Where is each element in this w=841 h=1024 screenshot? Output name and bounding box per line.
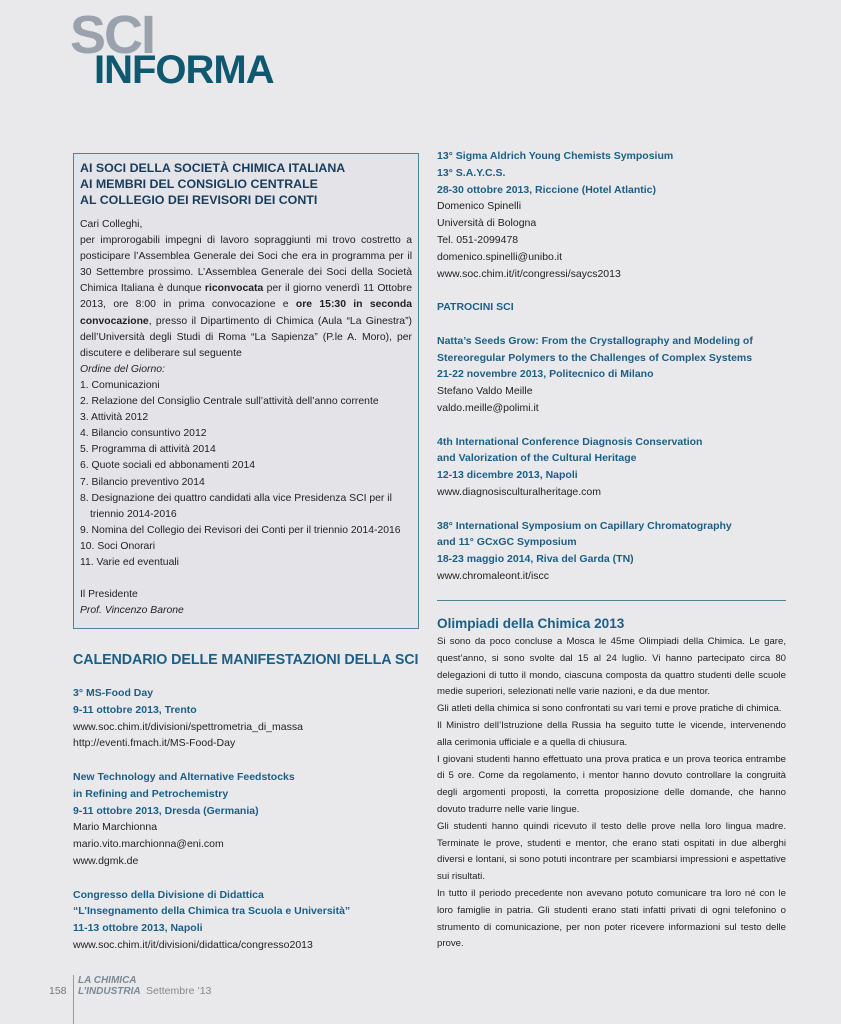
calendar-event	[73, 769, 423, 870]
olimpiadi-paragraph: Gli atleti della chimica si sono confrontati su vari temi e prove pratiche di chimica.	[437, 703, 782, 715]
page-number: 158	[49, 985, 67, 997]
masthead-sci: SCI	[70, 5, 155, 65]
notice-greeting: Cari Colleghi,	[80, 219, 143, 230]
calendar-event	[73, 685, 423, 752]
event-headline: 21-22 novembre 2013, Politecnico di Milano	[437, 368, 654, 381]
notice-box	[73, 153, 419, 629]
olimpiadi-paragraph: I giovani studenti hanno effettuato una prova pratica e un prova teorica entrambe di 5 ore. Come da regolamento, i mentor hanno dovuto controllare la congruità degli argomenti proposti, la corretta proposizione delle domande, che hanno dovuto tradurre nelle varie lingue.	[437, 753, 786, 815]
calendar-right-column	[437, 148, 797, 602]
calendar-title: CALENDARIO DELLE MANIFESTAZIONI DELLA SCI	[73, 652, 419, 668]
calendar-event	[437, 518, 797, 585]
calendar-event	[437, 434, 797, 501]
event-link[interactable]: www.soc.chim.it/it/congressi/saycs2013	[437, 267, 621, 280]
event-headline: New Technology and Alternative Feedstocks	[73, 770, 295, 783]
agenda-item: 9. Nomina del Collegio dei Revisori dei Conti per il triennio 2014-2016	[80, 524, 401, 536]
event-headline: 18-23 maggio 2014, Riva del Garda (TN)	[437, 553, 634, 566]
footer-divider	[73, 975, 74, 1024]
event-link[interactable]: www.dgmk.de	[73, 854, 139, 867]
agenda-item: 1. Comunicazioni	[80, 379, 160, 391]
masthead-informa: INFORMA	[94, 48, 274, 92]
event-headline: 9-11 ottobre 2013, Trento	[73, 703, 197, 716]
agenda-item: triennio 2014-2016	[90, 508, 177, 520]
event-headline: 12-13 dicembre 2013, Napoli	[437, 469, 578, 482]
olimpiadi-paragraph: In tutto il periodo precedente non avevano potuto comunicare tra loro né con le loro famiglie in patria. Gli studenti erano stati infatti privati di ogni telefonino o strumento di comunicazione, per non poter ricevere informazioni sul testo delle prove.	[437, 887, 786, 950]
calendar-event	[437, 299, 797, 316]
event-link[interactable]: www.soc.chim.it/divisioni/spettrometria_di_massa	[73, 720, 303, 733]
agenda-item: 8. Designazione dei quattro candidati alla vice Presidenza SCI per il	[80, 492, 392, 504]
event-headline: Stereoregular Polymers to the Challenges of Complex Systems	[437, 351, 753, 364]
calendar-event	[73, 887, 423, 954]
event-headline: and Valorization of the Cultural Heritage	[437, 452, 637, 465]
event-headline: 11-13 ottobre 2013, Napoli	[73, 922, 203, 935]
event-headline: in Refining and Petrochemistry	[73, 787, 229, 800]
signature-name: Prof. Vincenzo Barone	[80, 605, 184, 617]
masthead	[70, 5, 370, 92]
event-headline: 38° International Symposium on Capillary Chromatography	[437, 519, 732, 532]
event-link[interactable]: mario.vito.marchionna@eni.com	[73, 838, 224, 851]
event-info: Stefano Valdo Meille	[437, 385, 533, 398]
notice-paragraph	[80, 233, 412, 362]
event-headline: 28-30 ottobre 2013, Riccione (Hotel Atlantic)	[437, 183, 656, 196]
event-link[interactable]: domenico.spinelli@unibo.it	[437, 250, 563, 263]
agenda-item: 3. Attività 2012	[80, 412, 149, 424]
event-info: Mario Marchionna	[73, 821, 158, 834]
event-headline: 3° MS-Food Day	[73, 687, 154, 699]
olimpiadi-paragraph: Si sono da poco concluse a Mosca le 45me Olimpiadi della Chimica. Le gare, quest’anno, si sono svolte dal 15 al 24 luglio. Vi hanno partecipato circa 80 delegazioni di tutto il mondo, ciascuna composta da quattro studenti delle scuole medie superiori, selezionati nelle varie nazioni, e da due mentor.	[437, 636, 786, 698]
event-headline: 4th International Conference Diagnosis Conservation	[437, 435, 703, 448]
agenda-item: 10. Soci Onorari	[80, 540, 156, 552]
page-footer	[0, 975, 841, 1005]
olimpiadi-paragraph: Gli studenti hanno quindi ricevuto il testo delle prove nella loro lingua madre. Terminate le prove, studenti e mentor, che erano stati ospitati in due alberghi diversi e lontani, si sono potuti incontrare per scambiarsi impressioni e aspettative sui risultati.	[437, 820, 786, 883]
notice-text: per improrogabili impegni di lavoro sopraggiunti mi trovo costretto a posticipare l’Assemblea Generale dei Soci che era in programma per il 30 Settembre prossimo. L’Assemblea Generale dei Soci della Società Chimica Italiana è dunque	[80, 235, 412, 295]
agenda-item: 4. Bilancio consuntivo 2012	[80, 428, 207, 440]
calendar-left-column	[73, 685, 423, 971]
calendar-event	[437, 333, 797, 417]
agenda-item: 2. Relazione del Consiglio Centrale sull’attività dell’anno corrente	[80, 396, 379, 408]
notice-body	[80, 217, 412, 619]
notice-heading-line: AI SOCI DELLA SOCIETÀ CHIMICA ITALIANA	[80, 161, 346, 175]
event-info: Tel. 051-2099478	[437, 233, 519, 246]
notice-text: per il giorno venerdì 11 Ottobre 2013, ore 8:00 in prima convocazione e	[80, 283, 412, 311]
notice-heading-line: AI MEMBRI DEL CONSIGLIO CENTRALE	[80, 177, 318, 191]
agenda-item: 11. Varie ed eventuali	[80, 556, 179, 568]
olimpiadi-paragraph: Il Ministro dell’Istruzione della Russia ha seguito tutte le vicende, intervenendo alla cerimonia ufficiale e a quella di chiusura.	[437, 719, 786, 748]
notice-heading-line: AL COLLEGIO DEI REVISORI DEI CONTI	[80, 193, 318, 207]
section-divider	[437, 600, 786, 601]
calendar-event	[437, 148, 797, 282]
event-headline: 13° Sigma Aldrich Young Chemists Symposium	[437, 150, 674, 162]
event-link[interactable]: http://eventi.fmach.it/MS-Food-Day	[73, 737, 236, 750]
notice-bold: ore 15:30 in seconda convocazione	[80, 299, 413, 327]
event-info: Università di Bologna	[437, 217, 537, 230]
event-link[interactable]: www.chromaleont.it/iscc	[437, 569, 550, 582]
event-headline: 13° S.A.Y.C.S.	[437, 166, 506, 179]
event-info: Domenico Spinelli	[437, 200, 522, 213]
logo-text-bottom: L’INDUSTRIA	[78, 986, 141, 997]
event-headline: 9-11 ottobre 2013, Dresda (Germania)	[73, 804, 259, 817]
event-link[interactable]: www.diagnosisculturalheritage.com	[437, 485, 601, 498]
event-link[interactable]: www.soc.chim.it/it/divisioni/didattica/congresso2013	[73, 938, 313, 951]
event-headline: PATROCINI SCI	[437, 301, 514, 314]
olimpiadi-title: Olimpiadi della Chimica 2013	[437, 616, 625, 631]
logo-text-top: LA CHIMICA	[78, 975, 137, 986]
event-link[interactable]: valdo.meille@polimi.it	[437, 401, 539, 414]
order-title: Ordine del Giorno:	[80, 363, 165, 375]
event-headline: “L’Insegnamento della Chimica tra Scuola e Università”	[73, 905, 351, 918]
olimpiadi-body	[437, 634, 786, 953]
event-headline: Natta’s Seeds Grow: From the Crystallography and Modeling of	[437, 334, 753, 347]
notice-text: , presso il Dipartimento di Chimica (Aula “La Ginestra”) dell’Università degli Studi di Roma “La Sapienza” (P.le A. Moro), per discutere e deliberare sul seguente	[80, 315, 412, 359]
event-headline: Congresso della Divisione di Didattica	[73, 888, 264, 901]
magazine-logo	[78, 975, 144, 999]
agenda-item: 7. Bilancio preventivo 2014	[80, 476, 205, 488]
issue-month: Settembre ’13	[146, 985, 212, 997]
signature-role: Il Presidente	[80, 589, 138, 601]
agenda-list	[80, 378, 412, 571]
notice-bold: riconvocata	[204, 283, 264, 295]
agenda-item: 5. Programma di attività 2014	[80, 444, 216, 456]
notice-heading	[80, 160, 412, 208]
event-headline: and 11° GCxGC Symposium	[437, 536, 577, 549]
agenda-item: 6. Quote sociali ed abbonamenti 2014	[80, 460, 256, 472]
